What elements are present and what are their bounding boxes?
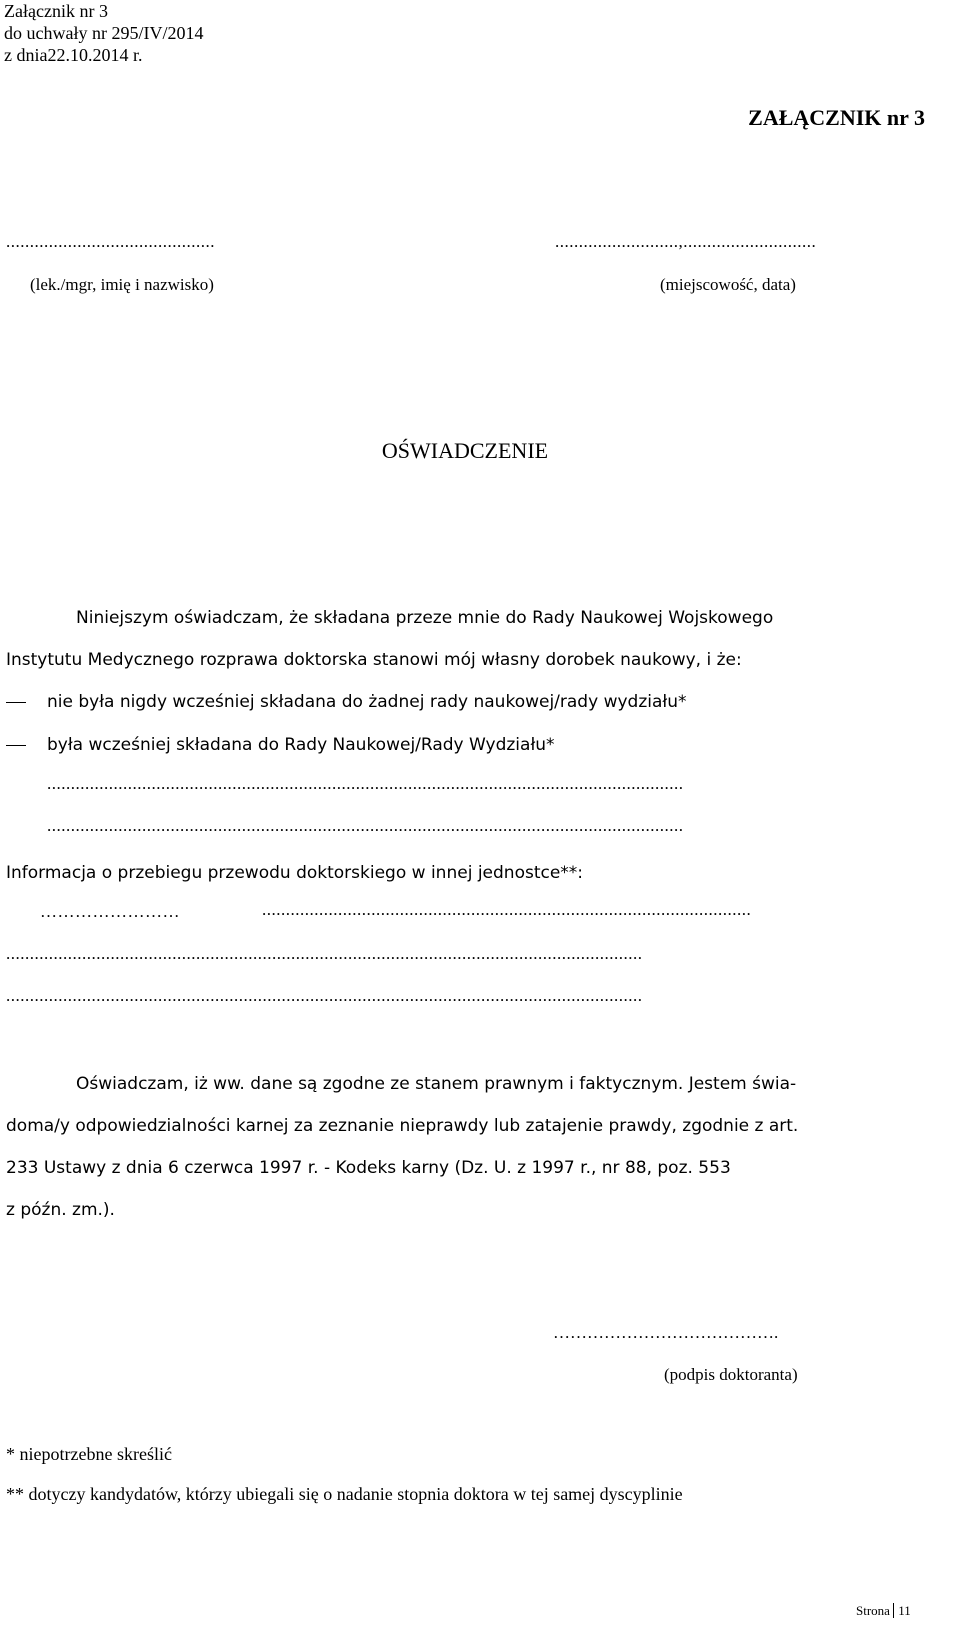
header-line-2: do uchwały nr 295/IV/2014 (4, 23, 204, 43)
signature-dots-field: …………………………………. (553, 1323, 779, 1342)
declaration-line-2: doma/y odpowiedzialności karnej za zeznanie nieprawdy lub zatajenie prawdy, zgodnie z art. (6, 1116, 799, 1136)
dash-bullet-2 (6, 745, 26, 746)
info-line-1-lead: …………………… (40, 902, 180, 921)
declaration-line-1: Oświadczam, iż ww. dane są zgodne ze stanem prawnym i faktycznym. Jestem świa- (76, 1074, 797, 1094)
document-title: OŚWIADCZENIE (381, 438, 549, 463)
annex-title: ZAŁĄCZNIK nr 3 (748, 105, 925, 130)
info-line-3-dots: ...................................................................................................................................... (6, 986, 643, 1005)
place-date-caption: (miejscowość, data) (660, 275, 796, 294)
submitted-details-dots-2: ...................................................................................................................................... (47, 816, 684, 835)
declaration-line-4: z późn. zm.). (6, 1200, 115, 1220)
header-line-1: Załącznik nr 3 (4, 1, 108, 21)
footnote-2: ** dotyczy kandydatów, którzy ubiegali się o nadanie stopnia doktora w tej samej dyscyplinie (6, 1484, 683, 1504)
place-date-dots-field: ..........................,............................ (555, 232, 817, 251)
statement-line-2: Instytutu Medycznego rozprawa doktorska stanowi mój własny dorobek naukowy, i że: (6, 650, 742, 670)
dash-bullet-1 (6, 702, 26, 703)
page-number: 11 (893, 1603, 911, 1618)
page-number-footer (856, 1603, 911, 1619)
signature-caption: (podpis doktoranta) (664, 1365, 798, 1384)
header-line-3: z dnia22.10.2014 r. (4, 45, 143, 65)
info-line-2-dots: ...................................................................................................................................... (6, 944, 643, 963)
name-dots-field: ............................................ (6, 232, 215, 251)
info-label: Informacja o przebiegu przewodu doktorskiego w innej jednostce**: (6, 863, 584, 883)
declaration-line-3: 233 Ustawy z dnia 6 czerwca 1997 r. - Kodeks karny (Dz. U. z 1997 r., nr 88, poz. 553 (6, 1158, 731, 1178)
info-line-1-dots: ....................................................................................................... (262, 900, 752, 919)
statement-line-1: Niniejszym oświadczam, że składana przeze mnie do Rady Naukowej Wojskowego (76, 608, 774, 628)
page-label: Strona (856, 1603, 890, 1618)
submitted-details-dots-1: ...................................................................................................................................... (47, 774, 684, 793)
option-submitted: była wcześniej składana do Rady Naukowej/Rady Wydziału* (47, 735, 555, 755)
option-not-submitted: nie była nigdy wcześniej składana do żadnej rady naukowej/rady wydziału* (47, 692, 687, 712)
name-caption: (lek./mgr, imię i nazwisko) (30, 275, 214, 294)
footnote-1: * niepotrzebne skreślić (6, 1444, 172, 1464)
